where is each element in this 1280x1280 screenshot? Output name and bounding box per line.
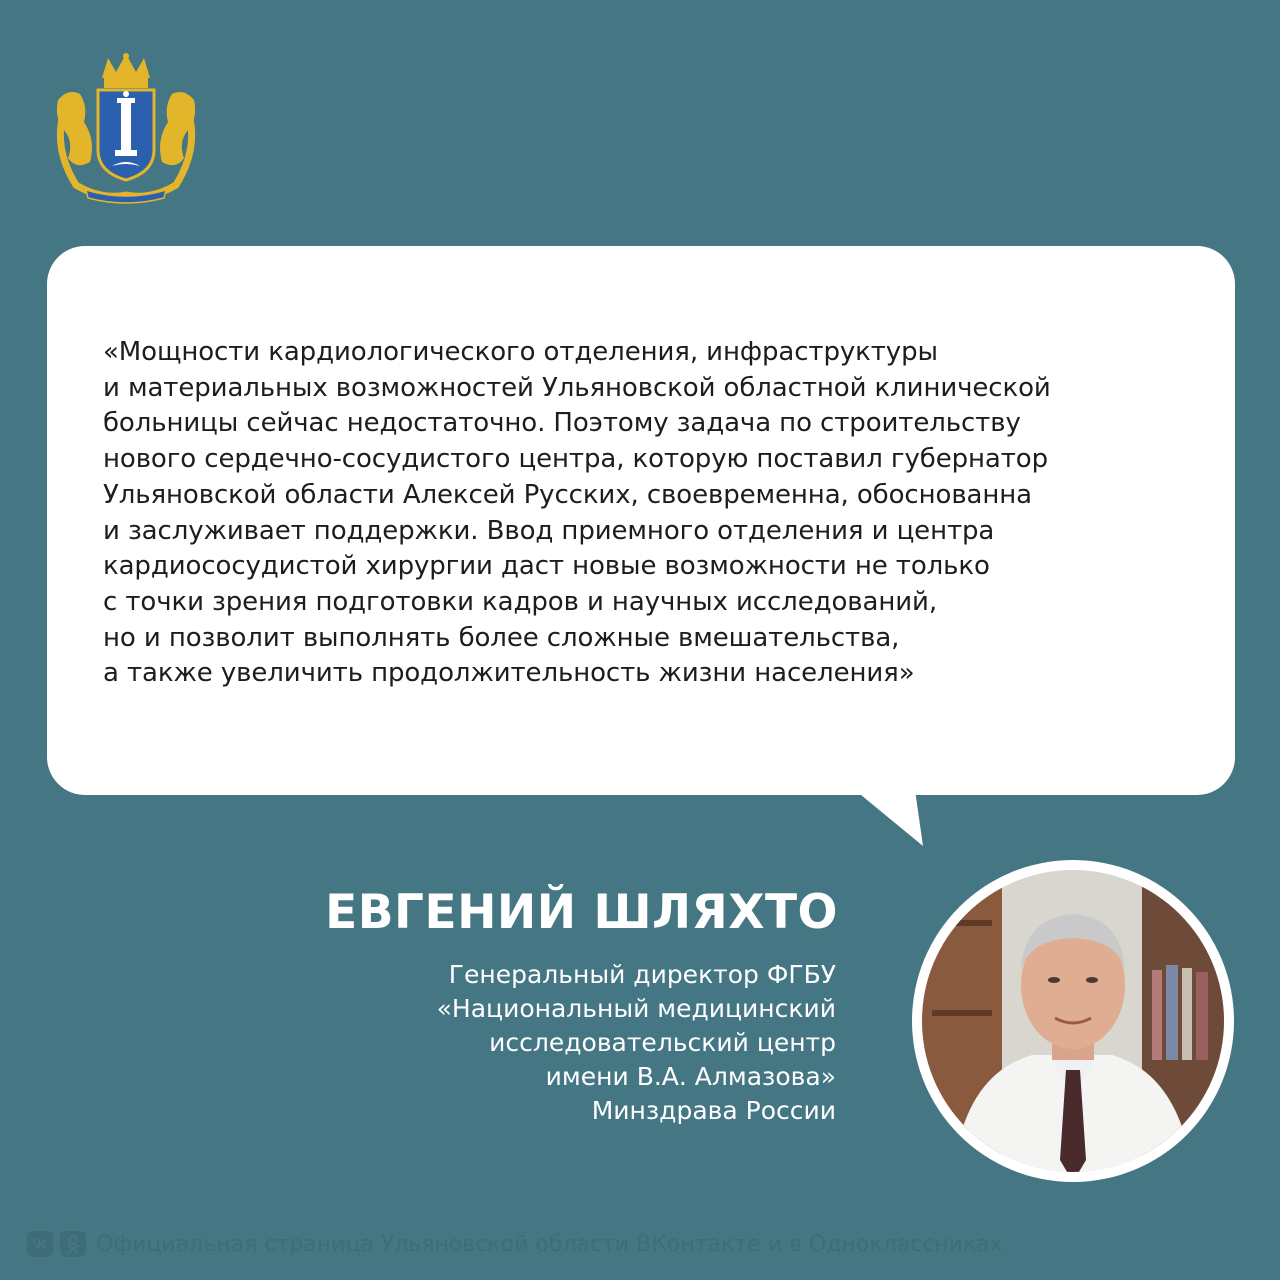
crown-icon xyxy=(102,53,150,88)
footer xyxy=(27,1229,1003,1259)
speaker-role-line: «Национальный медицинский xyxy=(436,994,836,1023)
quote-line: и заслуживает поддержки. Ввод приемного отделения и центра xyxy=(103,515,995,546)
speaker-role-line: исследовательский центр xyxy=(489,1028,836,1057)
quote-line: Ульяновской области Алексей Русских, своевременна, обоснованна xyxy=(103,479,1033,510)
quote-line: и материальных возможностей Ульяновской областной клинической xyxy=(103,372,1051,403)
quote-line: нового сердечно-сосудистого центра, которую поставил губернатор xyxy=(103,444,1048,475)
speaker-name: ЕВГЕНИЙ ШЛЯХТО xyxy=(325,885,838,940)
speaker-role xyxy=(437,958,836,1128)
vk-icon[interactable] xyxy=(27,1231,53,1257)
speaker-role-line: Генеральный директор ФГБУ xyxy=(448,960,836,989)
quote-text xyxy=(103,335,1193,692)
coat-of-arms-emblem xyxy=(46,50,206,205)
speaker-role-line: имени В.А. Алмазова» xyxy=(545,1062,836,1091)
quote-line: но и позволит выполнять более сложные вмешательства, xyxy=(103,622,900,653)
quote-line: больницы сейчас недостаточно. Поэтому задача по строительству xyxy=(103,408,1021,439)
odnoklassniki-icon[interactable] xyxy=(60,1231,86,1257)
speaker-role-line: Минздрава России xyxy=(591,1096,836,1125)
quote-line: кардиососудистой хирургии даст новые возможности не только xyxy=(103,551,990,582)
bubble-tail xyxy=(855,790,935,846)
footer-text: Официальная страница Ульяновской области ВКонтакте и в Одноклассниках xyxy=(96,1231,1003,1257)
speaker-photo xyxy=(912,860,1234,1182)
quote-line: с точки зрения подготовки кадров и научных исследований, xyxy=(103,586,937,617)
quote-line: «Мощности кардиологического отделения, инфраструктуры xyxy=(103,337,938,367)
quote-line: а также увеличить продолжительность жизни населения» xyxy=(103,658,915,689)
